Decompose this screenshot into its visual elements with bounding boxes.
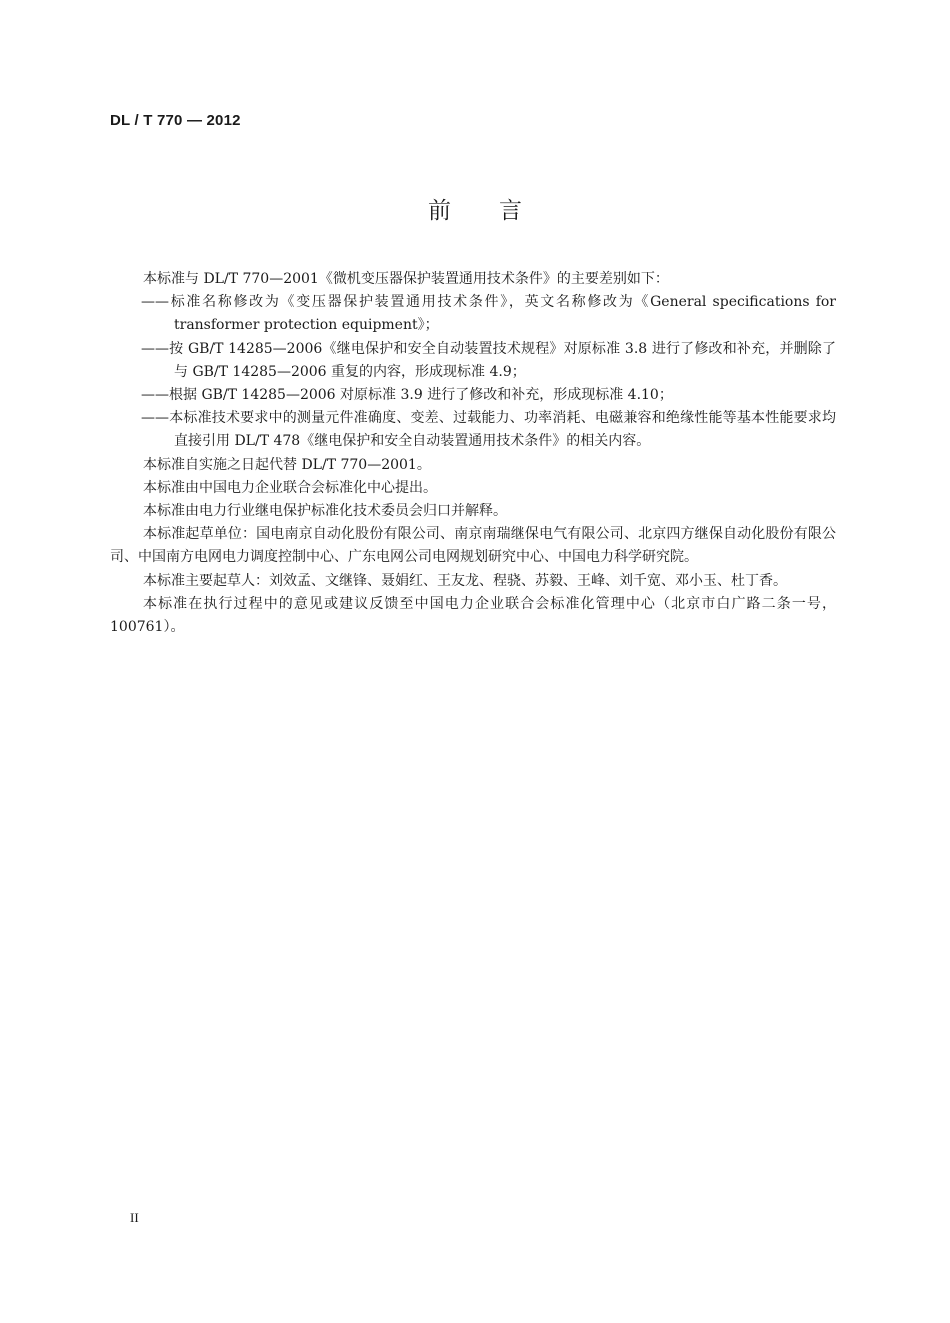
drafters-paragraph: 本标准主要起草人：刘效孟、文继锋、聂娟红、王友龙、程骁、苏毅、王峰、刘千宽、邓小玉、杜丁香。: [143, 572, 787, 589]
change-item-2: ——按 GB/T 14285—2006《继电保护和安全自动装置技术规程》对原标准 3.8 进行了修改和补充，并删除了与 GB/T 14285—2006 重复的内容，形成现标准 4.9；: [141, 340, 836, 380]
page-title: 前言: [428, 198, 570, 224]
replacement-paragraph: 本标准自实施之日起代替 DL/T 770—2001。: [143, 456, 431, 473]
authority-paragraph: 本标准由电力行业继电保护标准化技术委员会归口并解释。: [143, 503, 507, 520]
change-item-1: ——标准名称修改为《变压器保护装置通用技术条件》，英文名称修改为《General specifications for transformer protection equipment》；: [141, 294, 836, 334]
intro-paragraph: 本标准与 DL/T 770—2001《微机变压器保护装置通用技术条件》的主要差别如下：: [143, 271, 669, 287]
change-item-3: ——根据 GB/T 14285—2006 对原标准 3.9 进行了修改和补充，形成现标准 4.10；: [141, 387, 673, 404]
document-code: DL / T 770 — 2012: [110, 112, 241, 129]
page-number: II: [130, 1210, 139, 1225]
change-item-4: ——本标准技术要求中的测量元件准确度、变差、过载能力、功率消耗、电磁兼容和绝缘性能等基本性能要求均直接引用 DL/T 478《继电保护和安全自动装置通用技术条件》的相关内容。: [141, 410, 836, 450]
proposer-paragraph: 本标准由中国电力企业联合会标准化中心提出。: [143, 479, 437, 496]
drafting-units-paragraph: 本标准起草单位：国电南京自动化股份有限公司、南京南瑞继保电气有限公司、北京四方继保自动化股份有限公司、中国南方电网电力调度控制中心、广东电网公司电网规划研究中心、中国电力科学研究院。: [110, 526, 836, 566]
feedback-paragraph: 本标准在执行过程中的意见或建议反馈至中国电力企业联合会标准化管理中心（北京市白广路二条一号，100761）。: [110, 595, 836, 636]
preface-body: [110, 268, 836, 639]
